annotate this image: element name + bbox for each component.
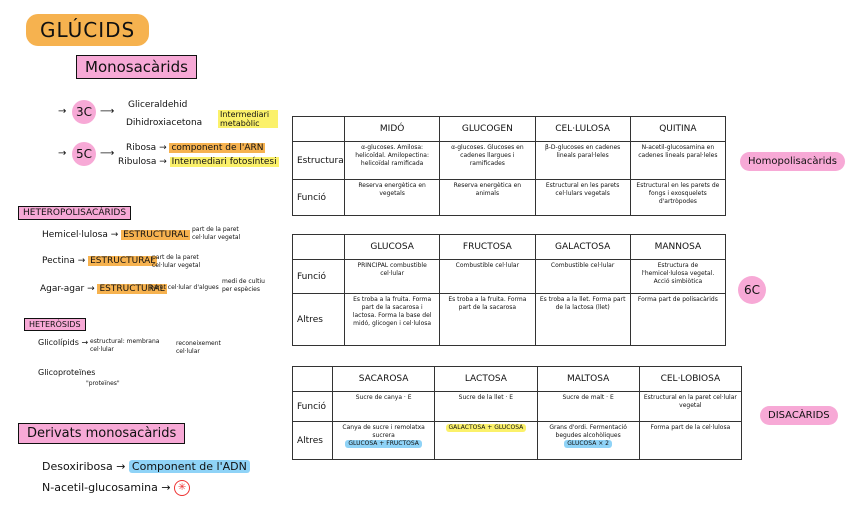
composition-tag: GALACTOSA + GLUCOSA bbox=[446, 424, 527, 432]
table-row bbox=[293, 142, 726, 180]
derivative-desc: Component de l'ADN bbox=[129, 460, 250, 473]
table-cell: Es troba a la llet. Forma part de la lactosa (llet) bbox=[535, 294, 630, 346]
heteroside-desc: estructural: membrana cel·lular bbox=[90, 338, 160, 353]
column-header: FRUCTOSA bbox=[440, 235, 535, 260]
table-row bbox=[293, 392, 742, 422]
c3-note: Intermediari metabòlic bbox=[218, 110, 278, 128]
arrow-icon: → bbox=[116, 460, 129, 473]
heteroside-name: Glicolípids bbox=[38, 338, 79, 347]
table-cell: Reserva energètica en vegetals bbox=[345, 180, 440, 216]
dihidroxiacetona-label: Dihidroxiacetona bbox=[126, 118, 203, 128]
hetero-extra: medi de cultiu per espècies bbox=[222, 278, 265, 293]
column-header: GLUCOGEN bbox=[440, 117, 535, 142]
table-cell: Forma part de polisacàrids bbox=[630, 294, 725, 346]
table-cell: Estructural en les parets de fongs i exosquelets d'artròpodes bbox=[630, 180, 725, 216]
column-header: GALACTOSA bbox=[535, 235, 630, 260]
ribulosa-desc: Intermediari fotosíntesi bbox=[171, 157, 277, 167]
column-header: QUITINA bbox=[630, 117, 725, 142]
arrow-icon: → bbox=[161, 481, 175, 494]
ribosa-name: Ribosa bbox=[126, 143, 157, 153]
hetero-item bbox=[40, 284, 167, 294]
table-cell: Estructura de l'hemicel·lulosa vegetal. Acció simbiòtica bbox=[630, 260, 725, 294]
table-cell: Sucre de la llet · E bbox=[435, 392, 537, 422]
hetero-name: Agar-agar bbox=[40, 284, 85, 294]
cell-text: Canya de sucre i remolatxa sucrera bbox=[342, 424, 425, 439]
table-header-row bbox=[293, 367, 742, 392]
derivative-item bbox=[42, 460, 250, 473]
hetero-name: Pectina bbox=[42, 256, 75, 266]
hetero-desc: part de la paret cel·lular vegetal bbox=[152, 254, 201, 269]
table-cell: Es troba a la fruita. Forma part de la sacarosa bbox=[440, 294, 535, 346]
table-cell: Sucre de malt · E bbox=[537, 392, 639, 422]
table-cell bbox=[639, 422, 741, 460]
column-header: MANNOSA bbox=[630, 235, 725, 260]
ribosa-label bbox=[126, 143, 265, 153]
row-header: Altres bbox=[293, 422, 333, 460]
column-header: CEL·LULOSA bbox=[535, 117, 630, 142]
arrow-icon: → bbox=[110, 230, 122, 240]
column-header: LACTOSA bbox=[435, 367, 537, 392]
homopolysaccharides-label: Homopolisacàrids bbox=[740, 152, 845, 171]
derivative-name: Desoxiribosa bbox=[42, 460, 113, 473]
column-header: CEL·LOBIOSA bbox=[639, 367, 741, 392]
hetero-item bbox=[42, 256, 157, 266]
arrow-icon: → bbox=[77, 256, 89, 266]
table-row bbox=[293, 260, 726, 294]
table-cell: β-D-glucoses en cadenes lineals paral·leles bbox=[535, 142, 630, 180]
arrow-icon: → bbox=[159, 157, 170, 167]
gliceraldehid-label: Gliceraldehid bbox=[128, 100, 188, 110]
disaccharides-label: DISACÀRIDS bbox=[760, 406, 838, 425]
hetero-role: ESTRUCTURAL bbox=[99, 284, 165, 294]
table-row bbox=[293, 294, 726, 346]
column-header: MALTOSA bbox=[537, 367, 639, 392]
arrow-icon: → bbox=[81, 338, 89, 347]
table-cell bbox=[537, 422, 639, 460]
table-corner bbox=[293, 117, 345, 142]
row-header: Altres bbox=[293, 294, 345, 346]
hetero-desc: part de la paret cel·lular vegetal bbox=[192, 226, 241, 241]
branch-icon: ⟶ bbox=[100, 106, 115, 117]
row-header: Funció bbox=[293, 392, 333, 422]
hetero-role: ESTRUCTURAL bbox=[90, 256, 156, 266]
c3-badge: 3C bbox=[72, 100, 96, 124]
table-header-row bbox=[293, 117, 726, 142]
table-row bbox=[293, 422, 742, 460]
branch-icon: ⟶ bbox=[100, 148, 115, 159]
column-header: SACAROSA bbox=[333, 367, 435, 392]
table-cell: Reserva energètica en animals bbox=[440, 180, 535, 216]
table-cell: PRINCIPAL combustible cel·lular bbox=[345, 260, 440, 294]
hetero-item bbox=[42, 230, 190, 240]
derivative-item bbox=[42, 480, 190, 496]
heteropolysaccharides-heading: HETEROPOLISACÀRIDS bbox=[18, 206, 131, 220]
arrow-icon: → bbox=[159, 143, 170, 153]
table-cell: Estructural en les parets cel·lulars vegetals bbox=[535, 180, 630, 216]
hetero-name: Hemicel·lulosa bbox=[42, 230, 108, 240]
table-cell: Es troba a la fruita. Forma part de la sacarosa i lactosa. Forma la base del midó, glicogen i cel·lulosa bbox=[345, 294, 440, 346]
ribulosa-label bbox=[118, 157, 279, 167]
derivatives-heading: Derivats monosacàrids bbox=[18, 423, 185, 444]
column-header: MIDÓ bbox=[345, 117, 440, 142]
table-corner bbox=[293, 367, 333, 392]
heteroside-name: Glicoproteïnes bbox=[38, 368, 96, 377]
row-header: Funció bbox=[293, 260, 345, 294]
arrow-icon: → bbox=[87, 284, 98, 294]
column-header: GLUCOSA bbox=[345, 235, 440, 260]
hetero-role: ESTRUCTURAL bbox=[123, 230, 189, 240]
arrow-icon: → bbox=[58, 106, 67, 117]
asterisk-icon: ✳ bbox=[174, 480, 190, 496]
composition-tag: GLUCOSA × 2 bbox=[564, 440, 612, 448]
table-cell: α-glucoses. Glucoses en cadenes llargues i ramificades bbox=[440, 142, 535, 180]
table-cell: Estructural en la paret cel·lular vegetal bbox=[639, 392, 741, 422]
ribosa-desc: component de l'ARN bbox=[171, 143, 264, 153]
row-header: Estructura bbox=[293, 142, 345, 180]
table-cell: Sucre de canya · E bbox=[333, 392, 435, 422]
table-header-row bbox=[293, 235, 726, 260]
homopolysaccharides-table bbox=[292, 116, 726, 216]
table-row bbox=[293, 180, 726, 216]
hexoses-table bbox=[292, 234, 726, 346]
table-cell: Combustible cel·lular bbox=[535, 260, 630, 294]
heteroside-desc: "proteïnes" bbox=[86, 380, 120, 387]
derivative-name: N-acetil-glucosamina bbox=[42, 481, 158, 494]
hexose-badge: 6C bbox=[738, 276, 766, 304]
arrow-icon: → bbox=[58, 148, 67, 159]
heteroside-item bbox=[38, 338, 88, 347]
heteroside-extra: reconeixement cel·lular bbox=[176, 340, 221, 355]
heterosides-heading: HETERÒSIDS bbox=[24, 318, 86, 331]
composition-tag: GLUCOSA + FRUCTOSA bbox=[345, 440, 421, 448]
table-cell: N-acetil-glucosamina en cadenes lineals paral·leles bbox=[630, 142, 725, 180]
table-cell bbox=[435, 422, 537, 460]
page-title: GLÚCIDS bbox=[26, 14, 149, 46]
hetero-desc: paret cel·lular d'algues bbox=[150, 284, 219, 291]
table-cell: α-glucoses. Amilosa: helicoïdal. Amilopectina: helicoïdal ramificada bbox=[345, 142, 440, 180]
cell-text: Grans d'ordi. Fermentació begudes alcohòliques bbox=[549, 424, 627, 439]
c5-badge: 5C bbox=[72, 142, 96, 166]
table-cell: Combustible cel·lular bbox=[440, 260, 535, 294]
table-corner bbox=[293, 235, 345, 260]
cell-text: Forma part de la cel·lulosa bbox=[650, 424, 731, 431]
disaccharides-table bbox=[292, 366, 742, 460]
row-header: Funció bbox=[293, 180, 345, 216]
ribulosa-name: Ribulosa bbox=[118, 157, 157, 167]
table-cell bbox=[333, 422, 435, 460]
monosaccharides-heading: Monosacàrids bbox=[76, 55, 197, 79]
